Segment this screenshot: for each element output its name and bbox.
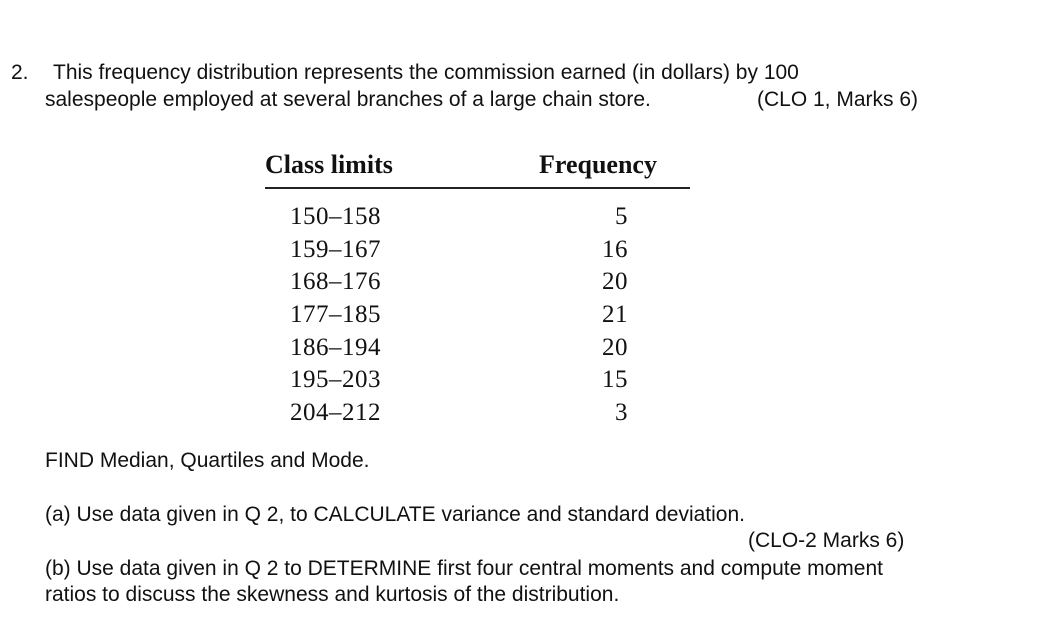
frequency-cell: 16	[602, 235, 628, 263]
table-row	[265, 201, 690, 234]
table-row	[265, 234, 690, 267]
frequency-cell: 3	[615, 399, 628, 427]
table-row	[265, 364, 690, 397]
frequency-cell: 15	[602, 366, 628, 394]
table-row	[265, 332, 690, 365]
class-limits-cell: 177–185	[290, 301, 381, 329]
question-number: 2.	[11, 61, 29, 84]
table-body	[265, 201, 690, 430]
class-limits-cell: 168–176	[290, 268, 381, 296]
column-header-frequency: Frequency	[539, 150, 657, 179]
frequency-cell: 20	[602, 333, 628, 361]
header-divider	[265, 187, 690, 189]
part-b-text-line-2: ratios to discuss the skewness and kurtosis of the distribution.	[45, 583, 620, 606]
find-instruction: FIND Median, Quartiles and Mode.	[45, 449, 370, 472]
part-clo-marks: (CLO-2 Marks 6)	[748, 529, 905, 552]
class-limits-cell: 195–203	[290, 366, 381, 394]
frequency-cell: 20	[602, 268, 628, 296]
table-row	[265, 397, 690, 430]
question-clo-marks: (CLO 1, Marks 6)	[757, 88, 919, 111]
table-row	[265, 266, 690, 299]
column-header-class-limits: Class limits	[265, 150, 393, 179]
class-limits-cell: 150–158	[290, 203, 381, 230]
class-limits-cell: 186–194	[290, 333, 381, 361]
part-a-text: (a) Use data given in Q 2, to CALCULATE variance and standard deviation.	[45, 503, 745, 526]
question-text-line-1: This frequency distribution represents the commission earned (in dollars) by 100	[53, 61, 799, 84]
class-limits-cell: 159–167	[290, 235, 381, 263]
class-limits-cell: 204–212	[290, 399, 381, 427]
frequency-cell: 21	[602, 301, 628, 329]
frequency-cell: 5	[615, 203, 628, 230]
part-b-text-line-1: (b) Use data given in Q 2 to DETERMINE first four central moments and compute moment	[45, 557, 883, 580]
table-row	[265, 299, 690, 332]
question-text-line-2: salespeople employed at several branches of a large chain store.	[45, 88, 651, 111]
